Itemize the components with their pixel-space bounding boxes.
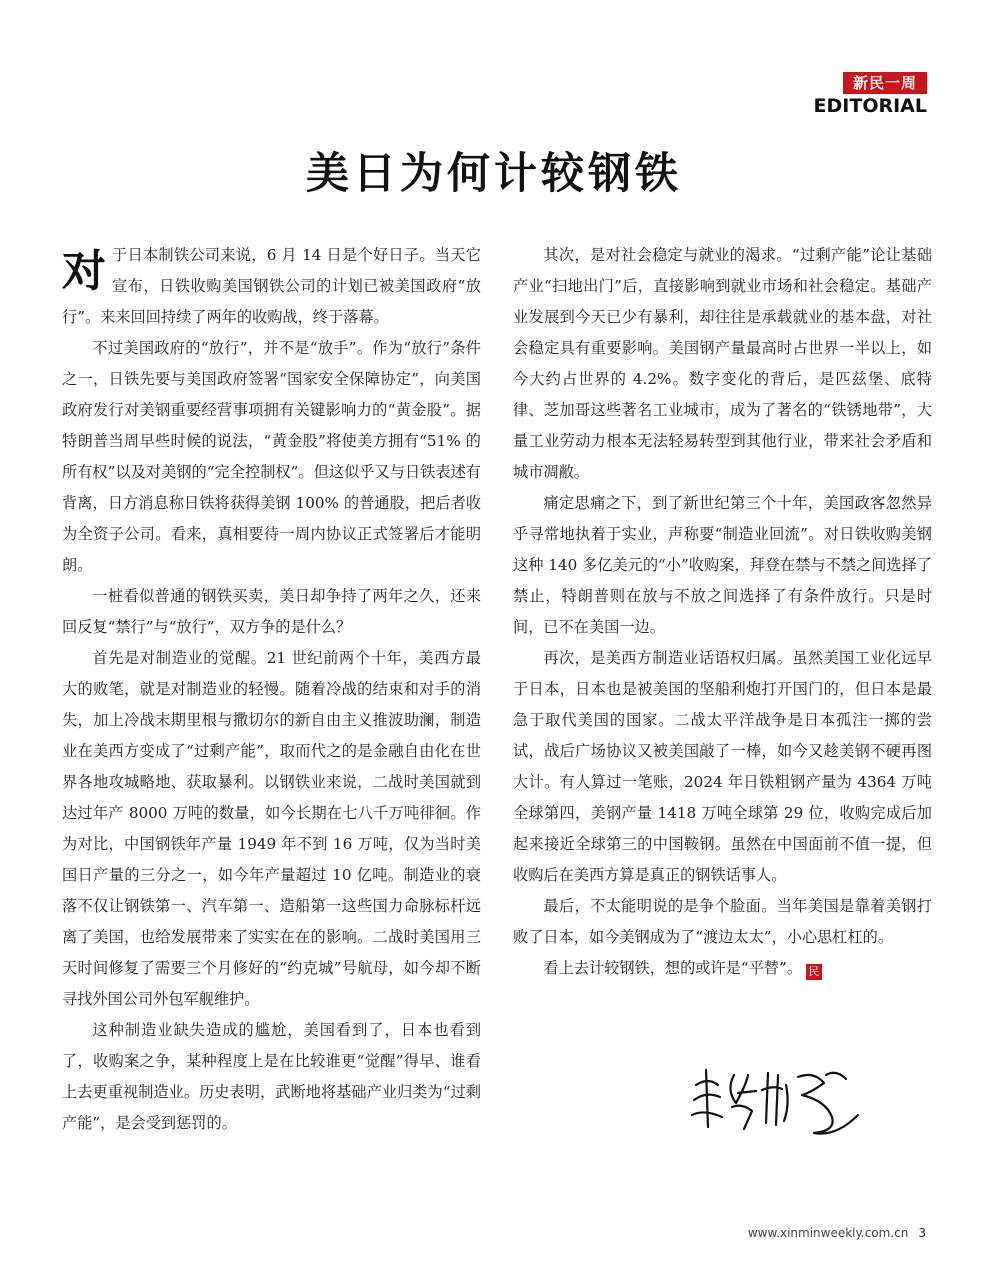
article-paragraph: 首先是对制造业的觉醒。21 世纪前两个十年，美西方最大的败笔，就是对制造业的轻慢。随着冷战的结束和对手的消失，加上冷战末期里根与撒切尔的新自由主义推波助澜，制造业在美西方变成了“过剩产能”，取而代之的是金融自由化在世界各地攻城略地、获取暴利。以钢铁业来说，二战时美国就到达过年产 8000 万吨的数量，如今长期在七八千万吨徘徊。作为对比，中国钢铁年产量 1949 年不到 16 万吨，仅为当时美国日产量的三分之一，如今年产量超过 10 亿吨。制造业的衰落不仅让钢铁第一、汽车第一、造船第一这些国力命脉标杆远离了美国，也给发展带来了实实在在的影响。二战时美国用三天时间修复了需要三个月修好的“约克城”号航母，如今却不断寻找外国公司外包军舰维护。	[62, 649, 481, 1008]
author-signature	[686, 1045, 876, 1145]
article-paragraph: 最后，不太能明说的是争个脸面。当年美国是靠着美钢打败了日本，如今美钢成为了“渡边太太”，小心思杠杠的。	[513, 897, 932, 946]
end-mark-icon: 民	[806, 964, 822, 980]
article-paragraph: 不过美国政府的“放行”，并不是“放手”。作为“放行”条件之一，日铁先要与美国政府签署“国家安全保障协定”，向美国政府发行对美钢重要经营事项拥有关键影响力的“黄金股”。据特朗普当周早些时候的说法，“黄金股”将使美方拥有“51% 的所有权”以及对美钢的“完全控制权”。但这似乎又与日铁表述有背离，日方消息称日铁将获得美钢 100% 的普通股，把后者收为全资子公司。看来，真相要待一周内协议正式签署后才能明朗。	[62, 339, 481, 574]
article-paragraph: 一桩看似普通的钢铁买卖，美日却争持了两年之久，还来回反复“禁行”与“放行”，双方争的是什么？	[62, 587, 481, 636]
footer-url: www.xinminweekly.com.cn	[747, 1226, 909, 1240]
article-paragraph: 这种制造业缺失造成的尴尬，美国看到了，日本也看到了，收购案之争，某种程度上是在比较谁更“觉醒”得早、谁看上去更重视制造业。历史表明，武断地将基础产业归类为“过剩产能”，是会受到惩罚的。	[62, 1021, 481, 1132]
article-paragraph	[513, 953, 932, 984]
paragraph-text: 看上去计较钢铁，想的或许是“平替”。	[543, 959, 802, 977]
article-paragraph: 再次，是美西方制造业话语权归属。虽然美国工业化远早于日本，日本也是被美国的坚船利炮打开国门的，但日本是最急于取代美国的国家。二战太平洋战争是日本孤注一掷的尝试，战后广场协议又被美国敲了一棒，如今又趁美钢不硬再图大计。有人算过一笔账，2024 年日铁粗钢产量为 4364 万吨全球第四，美钢产量 1418 万吨全球第 29 位，收购完成后加起来接近全球第三的中国鞍钢。虽然在中国面前不值一提，但收购后在美西方算是真正的钢铁话事人。	[513, 649, 932, 884]
page-title: 美日为何计较钢铁	[306, 149, 682, 199]
article-paragraph: 其次，是对社会稳定与就业的渴求。“过剩产能”论让基础产业“扫地出门”后，直接影响到就业市场和社会稳定。基础产业发展到今天已少有暴利，却往往是承载就业的基本盘，对社会稳定具有重要影响。美国钢产量最高时占世界一半以上，如今大约占世界的 4.2%。数字变化的背后，是匹兹堡、底特律、芝加哥这些著名工业城市，成为了著名的“铁锈地带”，大量工业劳动力根本无法轻易转型到其他行业，带来社会矛盾和城市凋敝。	[513, 246, 932, 481]
page-footer	[748, 1226, 926, 1240]
drop-cap: 对	[62, 246, 106, 297]
article-paragraph	[62, 240, 481, 333]
page-number: 3	[918, 1226, 926, 1240]
left-column	[62, 240, 481, 1139]
masthead	[814, 72, 927, 117]
article-paragraph: 痛定思痛之下，到了新世纪第三个十年，美国政客忽然异乎寻常地执着于实业，声称要“制造业回流”。对日铁收购美钢这种 140 多亿美元的“小”收购案，拜登在禁与不禁之间选择了禁止，特朗普则在放与不放之间选择了有条件放行。只是时间，已不在美国一边。	[513, 494, 932, 636]
right-column	[513, 240, 932, 984]
masthead-brand: 新民一周	[843, 72, 927, 94]
masthead-section: EDITORIAL	[813, 95, 927, 117]
paragraph-text: 于日本制铁公司来说，6 月 14 日是个好日子。当天它宣布，日铁收购美国钢铁公司的计划已被美国政府“放行”。来来回回持续了两年的收购战，终于落幕。	[62, 246, 481, 326]
